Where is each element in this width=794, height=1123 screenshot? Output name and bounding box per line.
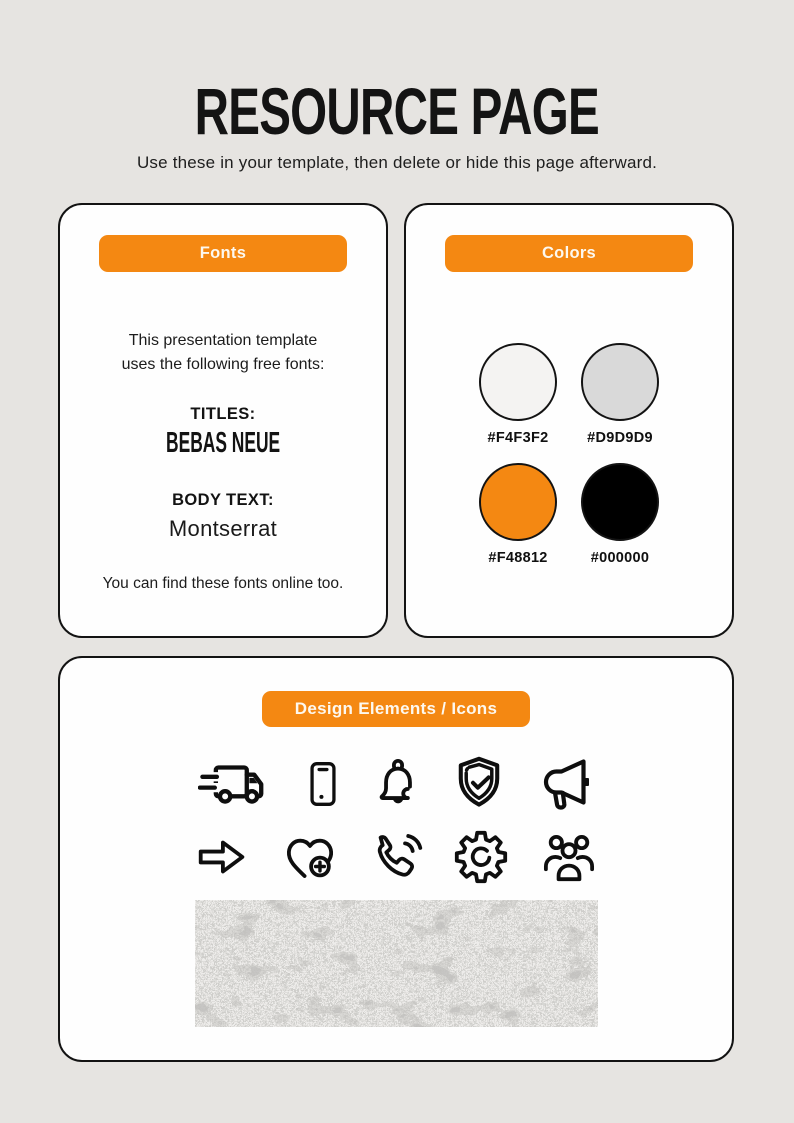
swatch-circle xyxy=(581,343,659,421)
smartphone-icon xyxy=(298,751,348,817)
heart-plus-icon xyxy=(279,828,341,886)
body-font-name: Montserrat xyxy=(168,516,278,541)
swatch-hex-label: #000000 xyxy=(590,550,650,566)
swatch-circle xyxy=(479,463,557,541)
swatch-hex-label: #F48812 xyxy=(488,550,548,566)
grunge-texture xyxy=(195,900,598,1027)
swatch-circle xyxy=(581,463,659,541)
color-swatch xyxy=(576,343,664,446)
user-group-icon xyxy=(536,828,602,886)
titles-label: TITLES: xyxy=(190,405,256,423)
notification-bell-icon xyxy=(369,751,427,817)
color-swatch xyxy=(576,463,664,566)
shield-check-icon xyxy=(448,751,510,817)
page-title: RESOURCE PAGE xyxy=(194,74,600,148)
swatch-hex-label: #D9D9D9 xyxy=(587,430,653,446)
body-text-label: BODY TEXT: xyxy=(172,491,274,509)
design-elements-header-button[interactable]: Design Elements / Icons xyxy=(262,691,530,727)
fonts-card xyxy=(58,203,388,638)
delivery-truck-icon xyxy=(198,751,277,817)
colors-header-button[interactable]: Colors xyxy=(445,235,693,272)
megaphone-icon xyxy=(531,751,595,817)
icons-row-2 xyxy=(60,828,732,886)
titles-font-name: BEBAS NEUE xyxy=(165,427,281,459)
phone-call-icon xyxy=(366,828,426,886)
color-swatch xyxy=(474,343,562,446)
page-subtitle: Use these in your template, then delete or hide this page afterward. xyxy=(136,153,658,172)
gear-icon xyxy=(451,828,511,886)
design-elements-card xyxy=(58,656,734,1062)
color-swatch-grid xyxy=(406,343,732,566)
fonts-intro-text: This presentation template uses the following free fonts: xyxy=(121,332,325,373)
swatch-hex-label: #F4F3F2 xyxy=(487,430,549,446)
colors-card xyxy=(404,203,734,638)
page-header xyxy=(0,0,794,173)
fonts-footnote: You can find these fonts online too. xyxy=(102,575,344,592)
icons-row-1 xyxy=(60,751,732,817)
fonts-header-button[interactable]: Fonts xyxy=(99,235,347,272)
color-swatch xyxy=(474,463,562,566)
arrow-right-icon xyxy=(190,828,254,886)
swatch-circle xyxy=(479,343,557,421)
